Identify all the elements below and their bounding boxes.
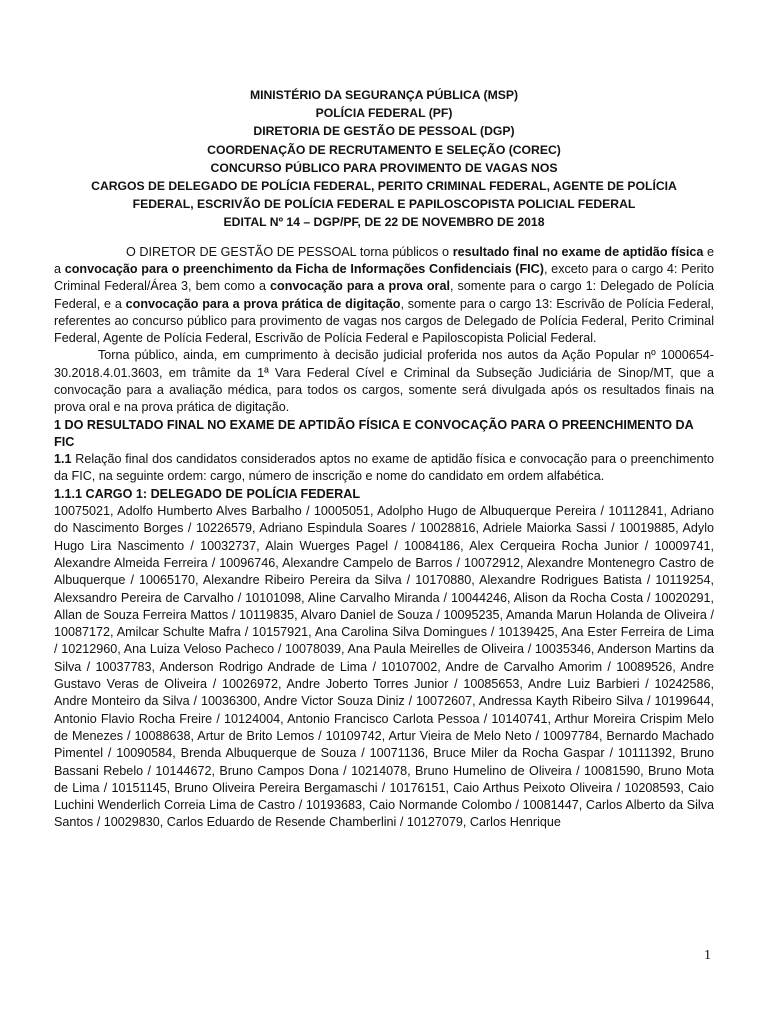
item-1-1-text: Relação final dos candidatos considerados aptos no exame de aptidão física e convocação para o preenchimento da FIC, na seguinte ordem: cargo, número de inscrição e nome do candidato em ordem alfabética. xyxy=(54,452,714,484)
header-positions-2: FEDERAL, ESCRIVÃO DE POLÍCIA FEDERAL E PAPILOSCOPISTA POLICIAL FEDERAL xyxy=(132,197,636,212)
document-header xyxy=(54,86,714,232)
header-agency: POLÍCIA FEDERAL (PF) xyxy=(315,106,453,121)
intro-text-g: , somente para o cargo 1: Delegado de Polícia Federal, e a xyxy=(54,279,715,311)
intro-bold-physical-result: resultado final no exame de aptidão física xyxy=(452,244,704,259)
intro-text-c: e a xyxy=(54,244,714,276)
intro-paragraph-2: Torna público, ainda, em cumprimento à decisão judicial proferida nos autos da Ação Popular nº 1000654-30.2018.4.01.3603, em trâmite da 1ª Vara Federal Cível e Criminal da Subseção Judiciária de Sinop/MT, que a convocação para a avaliação médica, para todos os cargos, somente será divulgada após os resultados finais na prova oral e na prova prática de digitação. xyxy=(54,348,714,415)
header-positions-1: CARGOS DE DELEGADO DE POLÍCIA FEDERAL, PERITO CRIMINAL FEDERAL, AGENTE DE POLÍCIA xyxy=(91,179,677,194)
header-directorate: DIRETORIA DE GESTÃO DE PESSOAL (DGP) xyxy=(253,124,515,139)
intro-bold-fic: convocação para o preenchimento da Ficha de Informações Confidenciais (FIC) xyxy=(64,261,544,276)
intro-text-a: O DIRETOR DE GESTÃO DE PESSOAL torna públicos o xyxy=(126,244,453,259)
page-number: 1 xyxy=(704,948,711,963)
header-ministry: MINISTÉRIO DA SEGURANÇA PÚBLICA (MSP) xyxy=(249,88,519,102)
header-edital: EDITAL Nº 14 – DGP/PF, DE 22 DE NOVEMBRO DE 2018 xyxy=(223,215,545,230)
intro-text-i: , somente para o cargo 13: Escrivão de Polícia Federal, referentes ao concurso público para provimento de vagas nos cargos de Delegado de Polícia Federal, Perito Criminal Federal, Agente de Polícia Federal, Escrivão de Polícia Federal e Papiloscopista Policial Federal. xyxy=(54,296,714,346)
header-coordination: COORDENAÇÃO DE RECRUTAMENTO E SELEÇÃO (COREC) xyxy=(207,142,561,157)
section-1-title: 1 DO RESULTADO FINAL NO EXAME DE APTIDÃO FÍSICA E CONVOCAÇÃO PARA O PREENCHIMENTO DA FIC xyxy=(54,417,694,449)
header-contest: CONCURSO PÚBLICO PARA PROVIMENTO DE VAGAS NOS xyxy=(210,160,558,175)
intro-text-e: , exceto para o cargo 4: Perito Criminal Federal/Área 3, bem como a xyxy=(54,261,714,294)
document-page xyxy=(54,86,714,832)
intro-bold-typing: convocação para a prova prática de digitação xyxy=(125,296,401,311)
intro-paragraph xyxy=(54,244,714,348)
subsection-1-1-1-title: 1.1.1 CARGO 1: DELEGADO DE POLÍCIA FEDERAL xyxy=(54,486,361,501)
intro-bold-oral: convocação para a prova oral xyxy=(270,279,450,294)
item-1-1 xyxy=(54,451,714,486)
item-1-1-number: 1.1 xyxy=(54,452,72,467)
candidate-list: 10075021, Adolfo Humberto Alves Barbalho / 10005051, Adolpho Hugo de Albuquerque Pereira / 10112841, Adriano do Nascimento Borges / 10226579, Adriano Espindula Soares / 10028816, Adriele Maiorka Sassi / 10019885, Adylo Hugo Lira Nascimento / 10032737, Alain Wuerges Pagel / 10084186, Alex Cerqueira Rocha Junior / 10009741, Alexandre Almeida Ferreira / 10096746, Alexandre Campelo de Barros / 10072912, Alexandre Montenegro Castro de Albuquerque / 10065170, Alexandre Ribeiro Pereira da Silva / 10170880, Alexandre Rodrigues Batista / 10119254, Alexsandro Pereira de Carvalho / 10101098, Aline Carvalho Miranda / 10044246, Alison da Rocha Costa / 10020291, Allan de Souza Ferreira Mattos / 10119835, Alvaro Daniel de Souza / 10095235, Amanda Marun Holanda de Oliveira / 10087172, Amilcar Schulte Mafra / 10157921, Ana Carolina Silva Domingues / 10139425, Ana Ester Ferreira de Lima / 10212960, Ana Luiza Veloso Pacheco / 10078039, Ana Paula Meirelles de Oliveira / 10035346, Anderson Martins da Silva / 10037783, Anderson Rodrigo Andrade de Lima / 10107002, Andre de Carvalho Amorim / 10089526, Andre Gustavo Veras de Oliveira / 10026972, Andre Joberto Torres Junior / 10085653, Andre Luiz Barbieri / 10242586, Andre Monteiro da Silva / 10036300, Andre Victor Souza Diniz / 10072607, Andressa Kayth Ribeiro Silva / 10199644, Antonio Flavio Rocha Freire / 10124004, Antonio Francisco Carlota Pessoa / 10140741, Arthur Moreira Crispim Melo de Menezes / 10088638, Artur de Brito Lemos / 10109742, Artur Vieira de Melo Neto / 10097784, Bernardo Machado Pimentel / 10090584, Brenda Albuquerque de Souza / 10071136, Bruce Miler da Rocha Gaspar / 10111392, Bruno Bassani Rebelo / 10144672, Bruno Campos Dona / 10214078, Bruno Humelino de Oliveira / 10081590, Bruno Mota de Lima / 10151145, Bruno Oliveira Pereira Bergamaschi / 10176151, Caio Arthus Peixoto Oliveira / 10208593, Caio Luchini Wenderlich Correia Lima de Castro / 10193683, Caio Normande Colombo / 10081447, Carlos Alberto da Silva Santos / 10029830, Carlos Eduardo de Resende Chamberlini / 10127079, Carlos Henrique xyxy=(54,504,714,830)
